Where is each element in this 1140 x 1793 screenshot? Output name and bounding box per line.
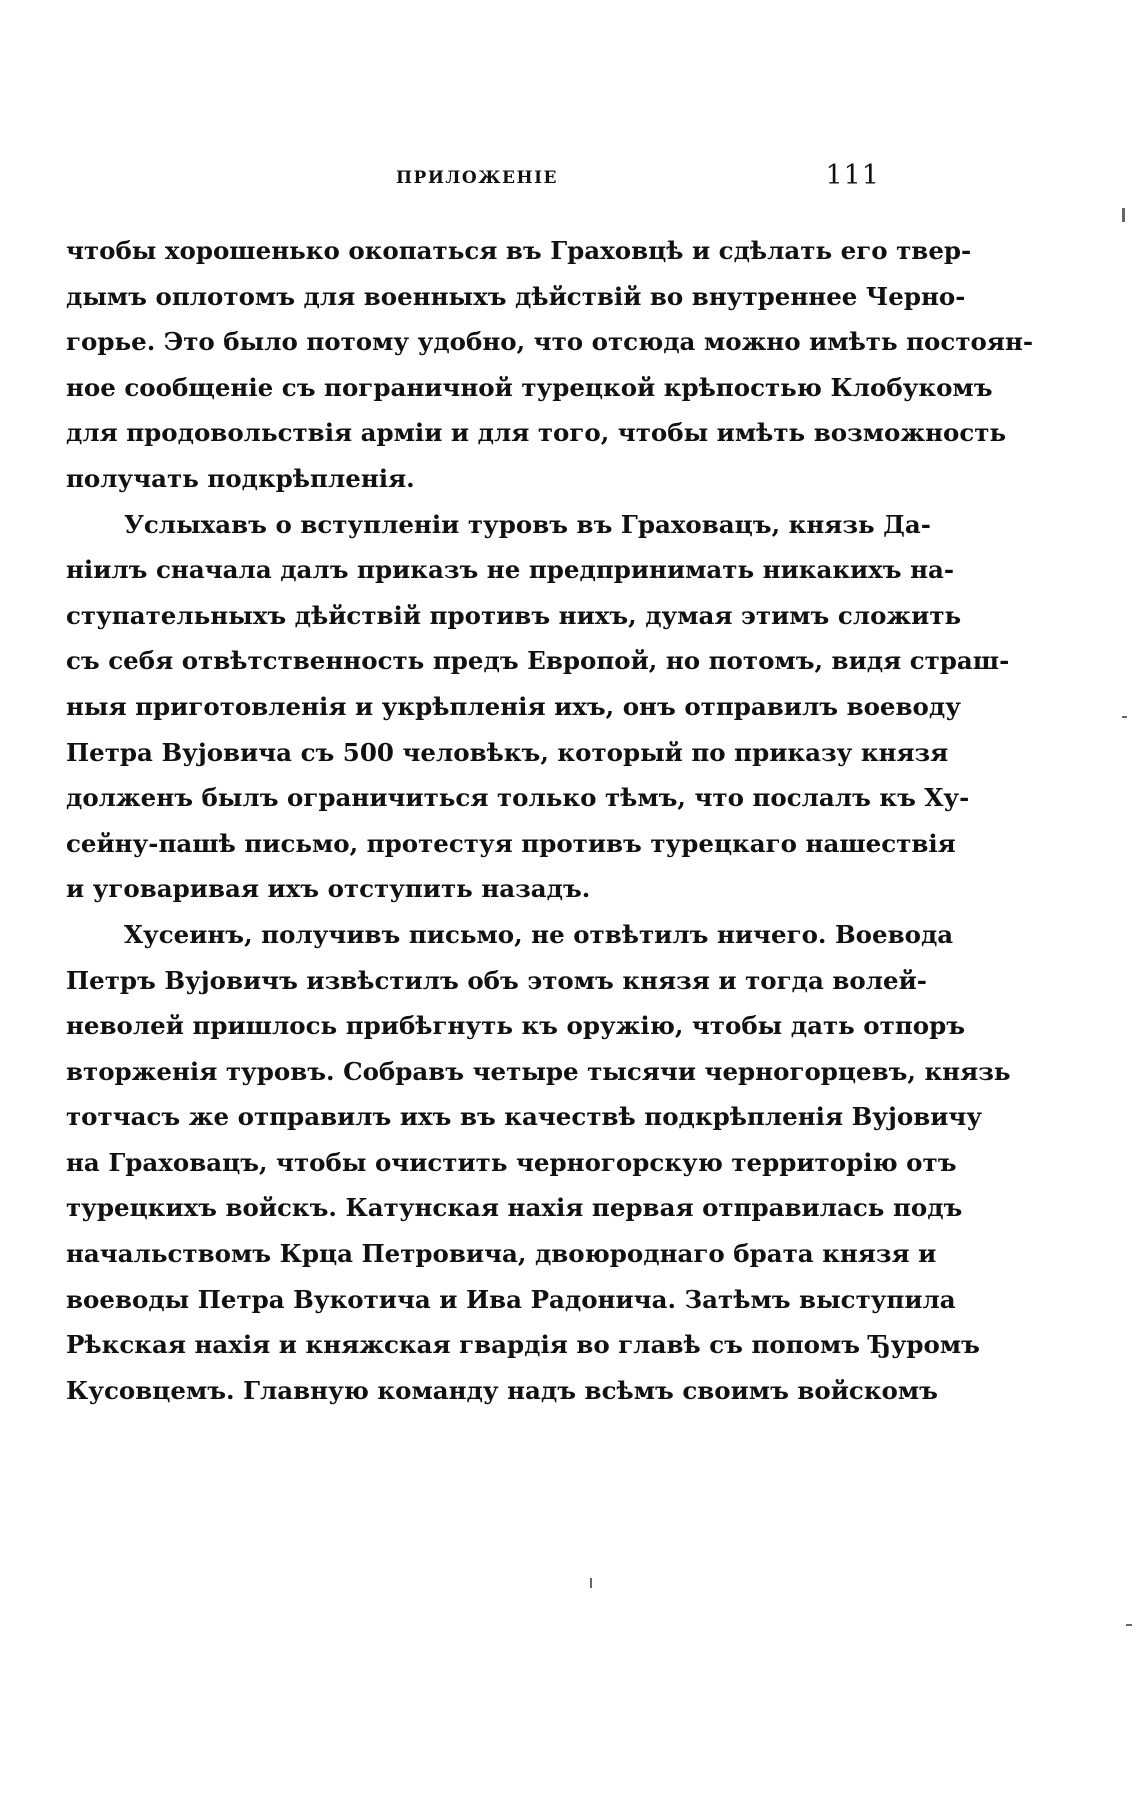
text-line: неволей пришлось прибѣгнуть къ оружiю, чтобы дать отпоръ: [66, 1011, 966, 1041]
text-line: ное сообщенiе съ пограничной турецкой крѣпостью Клобукомъ: [66, 372, 993, 402]
body-text: [66, 228, 1034, 1413]
running-title: ПРИЛОЖЕНIЕ: [396, 168, 558, 188]
text-line: горье. Это было потому удобно, что отсюда можно имѣть постоян-: [66, 327, 1034, 357]
text-line: вторженiя туровъ. Собравъ четыре тысячи черногорцевъ, князь: [66, 1056, 1011, 1086]
paragraph: [66, 502, 1010, 912]
text-line: ныя приготовленiя и укрѣпленiя ихъ, онъ отправилъ воеводу: [66, 691, 961, 721]
text-line: тотчасъ же отправилъ ихъ въ качествѣ подкрѣпленiя Вуjовичу: [66, 1102, 982, 1132]
running-head: [68, 160, 880, 200]
text-line: долженъ былъ ограничиться только тѣмъ, что послалъ къ Ху-: [66, 783, 970, 813]
scan-mark: [1122, 208, 1125, 222]
text-line: воеводы Петра Вукотича и Ива Радонича. Затѣмъ выступила: [66, 1284, 956, 1314]
page-number: 111: [825, 160, 880, 191]
text-line: начальствомъ Крца Петровича, двоюроднаго брата князя и: [66, 1239, 937, 1269]
text-line: съ себя отвѣтственность предъ Европой, но потомъ, видя страш-: [66, 646, 1010, 676]
paragraph: [66, 912, 1011, 1414]
text-line: нiилъ сначала далъ приказъ не предпринимать никакихъ на-: [66, 555, 955, 585]
text-line: Кусовцемъ. Главную команду надъ всѣмъ своимъ войскомъ: [66, 1375, 938, 1405]
text-line: ступательныхъ дѣйствiй противъ нихъ, думая этимъ сложить: [66, 600, 962, 630]
text-line: турецкихъ войскъ. Катунская нахiя первая отправилась подъ: [66, 1193, 963, 1223]
text-line: Услыхавъ о вступленiи туровъ въ Граховацъ, князь Да-: [124, 509, 931, 539]
text-line: Рѣкская нахiя и княжская гвардiя во главѣ съ попомъ Ђуромъ: [66, 1330, 980, 1360]
text-line: для продовольствiя армiи и для того, чтобы имѣть возможность: [66, 418, 1007, 448]
text-line: сейну-пашѣ письмо, протестуя противъ турецкаго нашествiя: [66, 828, 956, 858]
paragraph: [66, 228, 1034, 502]
text-line: Петръ Вуjовичъ извѣстилъ объ этомъ князя и тогда волей-: [66, 965, 927, 995]
text-line: Петра Вуjовича съ 500 человѣкъ, который по приказу князя: [66, 737, 949, 767]
text-line: и уговаривая ихъ отступить назадъ.: [66, 874, 591, 904]
scan-mark: [1122, 716, 1127, 718]
text-line: на Граховацъ, чтобы очистить черногорскую территорiю отъ: [66, 1147, 957, 1177]
text-line: Хусеинъ, получивъ письмо, не отвѣтилъ ничего. Воевода: [124, 919, 954, 949]
scan-mark: [590, 1578, 592, 1588]
scan-mark: [1126, 1624, 1132, 1626]
text-line: чтобы хорошенько окопаться въ Граховцѣ и сдѣлать его твер-: [66, 236, 972, 265]
text-line: дымъ оплотомъ для военныхъ дѣйствiй во внутреннее Черно-: [66, 281, 966, 311]
text-line: получать подкрѣпленiя.: [66, 463, 415, 493]
